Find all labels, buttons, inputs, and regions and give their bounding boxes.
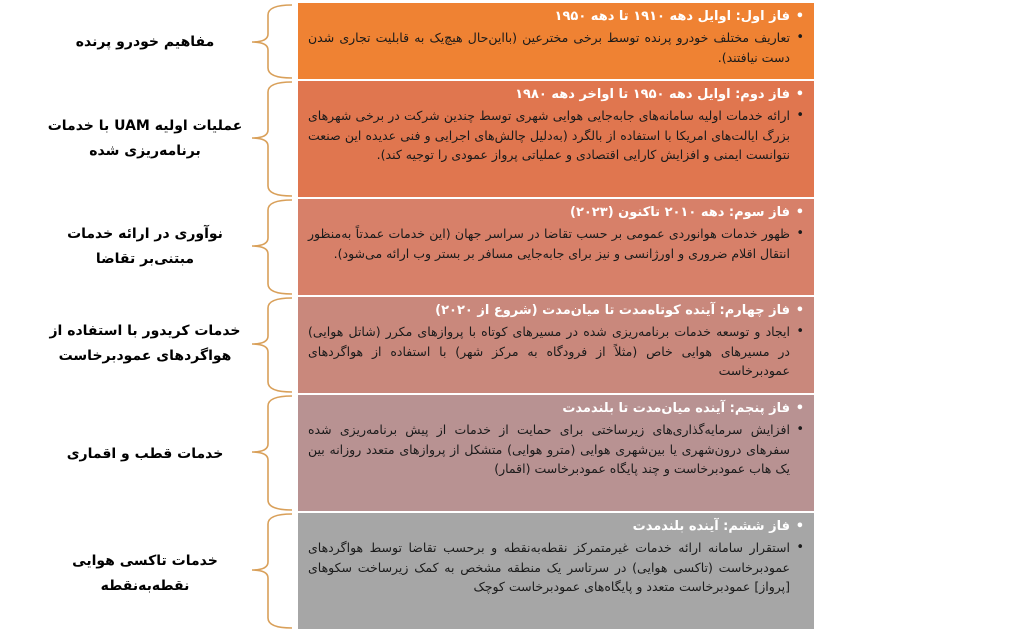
bullet-icon: • <box>796 422 804 437</box>
phase-5-label: خدمات قطب و اقماری <box>66 445 224 462</box>
bullet-icon: • <box>796 30 804 45</box>
bullet-icon: • <box>795 87 804 102</box>
bullet-icon: • <box>795 9 804 24</box>
phase-2-label: عملیات اولیه UAM با خدمات برنامه‌ریزی شده <box>47 118 243 159</box>
phase-1-box <box>298 3 814 79</box>
phase-6-body: استقرار سامانه ارائه خدمات غیرمتمرکز نقطه‌به‌نقطه و برحسب تقاضا توسط هواگردهای عمودبرخاست (تاکسی هوایی) در سرتاسر یک منطقه مشخص به کمک زیرساخت سکوهای [پرواز] عمودبرخاست متعدد و پایگاه‌های عمودبرخاست کوچک <box>308 540 790 594</box>
bullet-icon: • <box>796 108 804 123</box>
phase-6-label: خدمات تاکسی هوایی نقطه‌به‌نقطه <box>72 553 218 594</box>
brace-4 <box>252 298 292 392</box>
phase-2-title: فاز دوم: اوایل دهه ۱۹۵۰ تا اواخر دهه ۱۹۸۰ <box>515 87 790 102</box>
phase-4-body: ایجاد و توسعه خدمات برنامه‌ریزی شده در مسیرهای کوتاه با پروازهای مکرر (شاتل هوایی) در مسیرهای هوایی خاص (مثلاً از فرودگاه به مرکز شهر) با استفاده از هواگردهای عمودبرخاست <box>308 324 790 378</box>
phase-3-title: فاز سوم: دهه ۲۰۱۰ تاکنون (۲۰۲۳) <box>569 205 790 220</box>
phase-6-title: فاز ششم: آینده بلندمدت <box>632 519 790 534</box>
phase-2-box <box>298 81 814 197</box>
bullet-icon: • <box>795 519 804 534</box>
bullet-icon: • <box>795 401 804 416</box>
phase-1-label: مفاهیم خودرو پرنده <box>75 33 215 50</box>
bullet-icon: • <box>796 324 804 339</box>
brace-2 <box>252 82 292 196</box>
brace-1 <box>252 5 292 78</box>
brace-3 <box>252 200 292 294</box>
phase-5-title: فاز پنجم: آینده میان‌مدت تا بلندمدت <box>562 401 790 416</box>
phase-3-box <box>298 199 814 295</box>
bullet-icon: • <box>795 205 804 220</box>
bullet-icon: • <box>796 226 804 241</box>
bullet-icon: • <box>795 303 804 318</box>
phase-4-title: فاز چهارم: آینده کوتاه‌مدت تا میان‌مدت (شروع از ۲۰۲۰) <box>435 303 790 318</box>
bullet-icon: • <box>796 540 804 555</box>
phase-1-body: تعاریف مختلف خودرو پرنده توسط برخی مخترعین (بااین‌حال هیچ‌یک به قابلیت تجاری شدن دست نیافتند). <box>308 30 790 65</box>
brace-6 <box>252 514 292 628</box>
phase-6-box <box>298 513 814 629</box>
phase-4-box <box>298 297 814 393</box>
phase-3-label: نوآوری در ارائه خدمات مبتنی‌بر تقاضا <box>67 226 223 267</box>
phase-3-body: ظهور خدمات هوانوردی عمومی بر حسب تقاضا در سراسر جهان (این خدمات عمدتاً به‌منظور انتقال اقلام ضروری و اورژانسی و نیز برای جابه‌جایی مسافر بر بستر وب ارائه می‌شود). <box>308 226 790 261</box>
phase-1-title: فاز اول: اوایل دهه ۱۹۱۰ تا دهه ۱۹۵۰ <box>554 9 790 24</box>
phase-5-body: افزایش سرمایه‌گذاری‌های زیرساختی برای حمایت از خدمات از پیش برنامه‌ریزی شده سفرهای درون‌شهری یا بین‌شهری هوایی (مترو هوایی) متشکل از پروازهای متعدد روزانه بین یک هاب عمودبرخاست و چند پایگاه عمودبرخاست (اقمار) <box>308 422 790 476</box>
phase-5-box <box>298 395 814 511</box>
phase-4-label: خدمات کریدور با استفاده از هواگردهای عمودبرخاست <box>49 323 241 364</box>
brace-5 <box>252 396 292 510</box>
phase-2-body: ارائه خدمات اولیه سامانه‌های جابه‌جایی هوایی شهری توسط چندین شرکت در برخی شهرهای بزرگ ایالت‌های امریکا با استفاده از بالگرد (به‌دلیل چالش‌های اجرایی و فنی عدیده این صنعت نتوانست ایمنی و افزایش کارایی اقتصادی و عملیاتی پرواز عمودی را توجیه کند). <box>308 108 790 162</box>
